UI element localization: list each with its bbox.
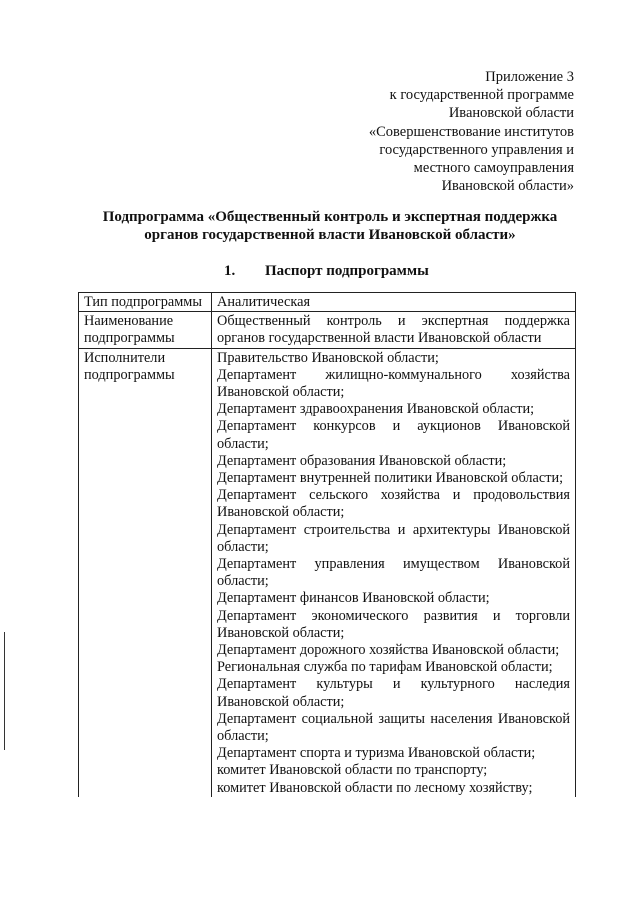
appendix-line: Приложение 3 xyxy=(485,69,574,85)
list-item: Департамент дорожного хозяйства Ивановской области; xyxy=(217,642,560,659)
appendix-line: «Совершенствование институтов xyxy=(368,123,574,140)
appendix-line: Ивановской области» xyxy=(441,178,574,195)
list-item: Департамент экономического развития и торговли Ивановской области; xyxy=(217,607,570,641)
list-item: Департамент управления имуществом Ивановской области; xyxy=(217,556,570,590)
list-item: Региональная служба по тарифам Ивановской области; xyxy=(217,659,553,676)
executors-list xyxy=(212,348,576,797)
subprogram-title xyxy=(60,208,600,244)
list-item: Департамент социальной защиты населения Ивановской области; xyxy=(217,710,570,745)
appendix-line: Ивановской области xyxy=(448,105,574,122)
list-item: Департамент финансов Ивановской области; xyxy=(217,590,490,607)
appendix-header xyxy=(274,68,574,195)
list-item: Департамент здравоохранения Ивановской области; xyxy=(217,401,535,418)
section-number: 1. xyxy=(224,263,236,279)
scan-edge-line xyxy=(4,632,5,750)
list-item: Правительство Ивановской области; xyxy=(217,349,439,366)
row-value: Общественный контроль и экспертная поддержка органов государственной власти Ивановской области xyxy=(212,312,576,348)
list-item: комитет Ивановской области по транспорту; xyxy=(217,762,488,779)
table-row xyxy=(79,348,576,797)
row-label: Исполнители подпрограммы xyxy=(79,348,212,797)
appendix-line: государственного управления и xyxy=(379,141,574,158)
title-line-1: Подпрограмма «Общественный контроль и экспертная поддержка xyxy=(102,209,558,225)
list-item: комитет Ивановской области по лесному хозяйству; xyxy=(217,779,533,796)
list-item: Департамент образования Ивановской области; xyxy=(217,452,507,469)
list-item: Департамент жилищно-коммунального хозяйства Ивановской области; xyxy=(217,366,570,401)
row-label: Наименование подпрограммы xyxy=(79,312,212,348)
list-item: Департамент внутренней политики Ивановской области; xyxy=(217,470,564,487)
appendix-line: местного самоуправления xyxy=(413,160,574,177)
list-item: Департамент конкурсов и аукционов Ивановской области; xyxy=(217,418,570,452)
passport-table xyxy=(78,292,576,797)
appendix-line: к государственной программе xyxy=(389,87,574,104)
list-item: Департамент сельского хозяйства и продовольствия Ивановской области; xyxy=(217,487,570,521)
section-title: Паспорт подпрограммы xyxy=(265,263,429,279)
table-row xyxy=(79,293,576,312)
table-row xyxy=(79,312,576,348)
list-item: Департамент спорта и туризма Ивановской области; xyxy=(217,745,536,762)
title-line-2: органов государственной власти Ивановской области» xyxy=(144,227,516,243)
list-item: Департамент строительства и архитектуры Ивановской области; xyxy=(217,521,570,555)
row-label: Тип подпрограммы xyxy=(79,293,212,312)
row-value: Аналитическая xyxy=(212,293,576,312)
list-item: Департамент культуры и культурного наследия Ивановской области; xyxy=(217,676,570,710)
